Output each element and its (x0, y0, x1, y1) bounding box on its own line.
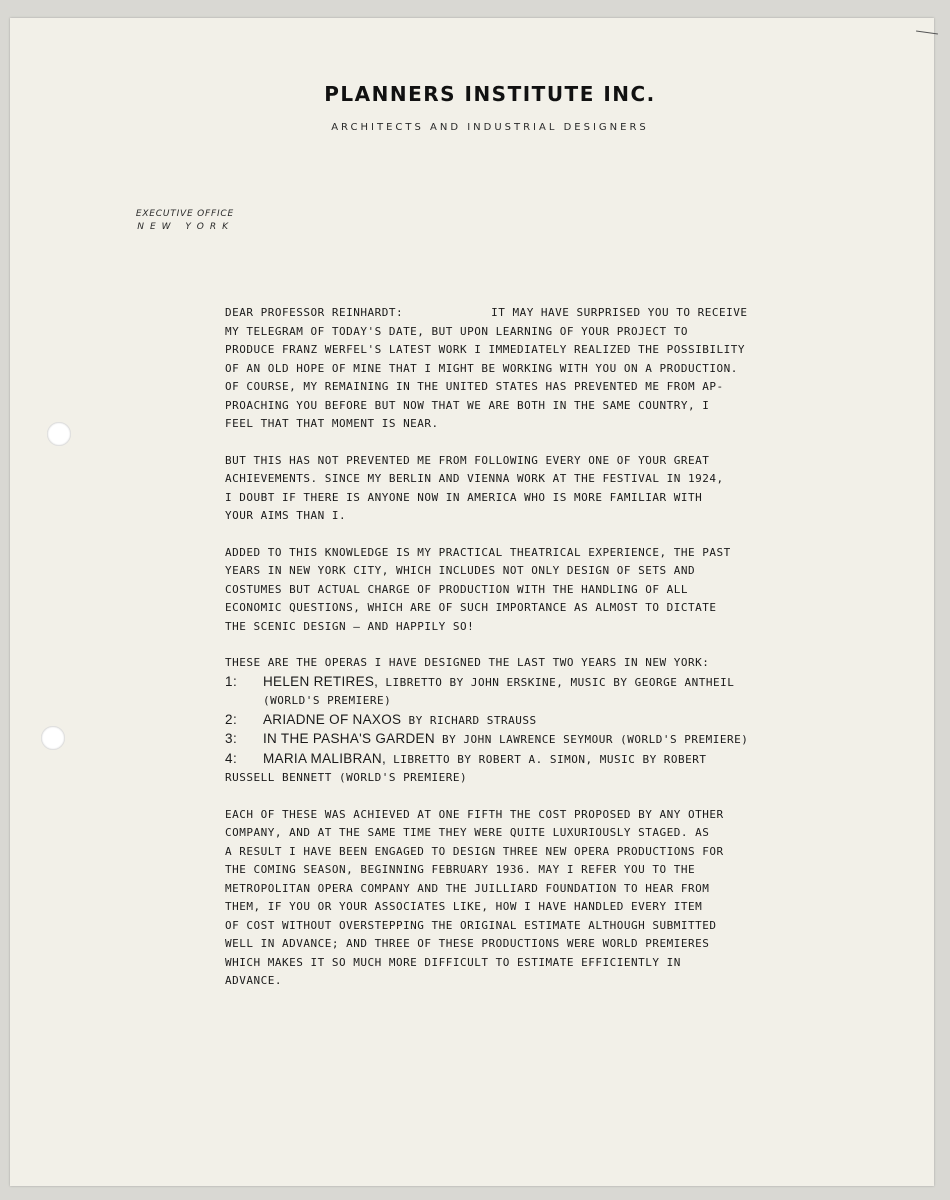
punch-hole-top (47, 422, 71, 446)
office-line-1: EXECUTIVE OFFICE (135, 209, 234, 219)
list-item-number: 1: (225, 673, 238, 689)
paragraph-line: YOUR AIMS THAN I. (225, 509, 347, 522)
list-item (225, 730, 915, 750)
page-edge-mark (916, 30, 938, 34)
letterhead-tagline: ARCHITECTS AND INDUSTRIAL DESIGNERS (331, 122, 649, 133)
paragraph-line: FEEL THAT THAT MOMENT IS NEAR. (225, 417, 439, 430)
opera-list-intro: THESE ARE THE OPERAS I HAVE DESIGNED THE LAST TWO YEARS IN NEW YORK: (225, 656, 710, 669)
paragraph-line: WHICH MAKES IT SO MUCH MORE DIFFICULT TO ESTIMATE EFFICIENTLY IN (225, 955, 681, 969)
punch-hole-bottom (41, 726, 65, 750)
letter-body (225, 304, 915, 1009)
list-item (225, 750, 915, 770)
list-item-number: 2: (225, 711, 238, 727)
paragraph-line: OF COST WITHOUT OVERSTEPPING THE ORIGINAL ESTIMATE ALTHOUGH SUBMITTED (225, 918, 717, 932)
list-item-number: 3: (225, 731, 238, 746)
greeting: DEAR PROFESSOR REINHARDT: (225, 306, 404, 319)
paragraph-line: OF AN OLD HOPE OF MINE THAT I MIGHT BE WORKING WITH YOU ON A PRODUCTION. (225, 361, 738, 375)
paragraph-line: A RESULT I HAVE BEEN ENGAGED TO DESIGN THREE NEW OPERA PRODUCTIONS FOR (225, 844, 724, 858)
paragraph-5 (225, 806, 915, 991)
opera-details: LIBRETTO BY ROBERT A. SIMON, MUSIC BY ROBERT (386, 752, 707, 766)
paragraph-line: COSTUMES BUT ACTUAL CHARGE OF PRODUCTION WITH THE HANDLING OF ALL (225, 582, 688, 596)
paragraph-line: PRODUCE FRANZ WERFEL'S LATEST WORK I IMMEDIATELY REALIZED THE POSSIBILITY (225, 343, 745, 356)
opera-details: LIBRETTO BY JOHN ERSKINE, MUSIC BY GEORGE ANTHEIL (378, 675, 735, 689)
list-item (225, 673, 915, 693)
opera-title: MARIA MALIBRAN, (263, 750, 387, 766)
opera-title: HELEN RETIRES, (263, 673, 379, 689)
office-block (114, 208, 234, 234)
letter-sheet (10, 18, 934, 1186)
paragraph-line: OF COURSE, MY REMAINING IN THE UNITED STATES HAS PREVENTED ME FROM AP- (225, 380, 724, 393)
paragraph-line: BUT THIS HAS NOT PREVENTED ME FROM FOLLOWING EVERY ONE OF YOUR GREAT (225, 453, 710, 467)
letterhead-company-name: PLANNERS INSTITUTE INC. (324, 82, 656, 106)
paragraph-line: ACHIEVEMENTS. SINCE MY BERLIN AND VIENNA WORK AT THE FESTIVAL IN 1924, (225, 472, 724, 485)
list-item-continuation: RUSSELL BENNETT (WORLD'S PREMIERE) (225, 771, 468, 784)
opera-title: IN THE PASHA'S GARDEN (263, 731, 435, 746)
paragraph-line: ADDED TO THIS KNOWLEDGE IS MY PRACTICAL THEATRICAL EXPERIENCE, THE PAST (225, 545, 731, 559)
paragraph-2 (225, 452, 915, 526)
paragraph-1 (225, 304, 915, 434)
opera-details-continued: (WORLD'S PREMIERE) (263, 694, 392, 707)
paragraph-line: PROACHING YOU BEFORE BUT NOW THAT WE ARE BOTH IN THE SAME COUNTRY, I (225, 398, 710, 412)
paragraph-line: COMPANY, AND AT THE SAME TIME THEY WERE QUITE LUXURIOUSLY STAGED. AS (225, 826, 710, 839)
paragraph-line: I DOUBT IF THERE IS ANYONE NOW IN AMERICA WHO IS MORE FAMILIAR WITH (225, 490, 703, 504)
paragraph-line: WELL IN ADVANCE; AND THREE OF THESE PRODUCTIONS WERE WORLD PREMIERES (225, 937, 710, 950)
opera-title: ARIADNE OF NAXOS (263, 711, 402, 727)
list-item-number: 4: (225, 750, 238, 766)
paragraph-line-text: IT MAY HAVE SURPRISED YOU TO RECEIVE (491, 306, 748, 319)
paragraph-line (225, 304, 915, 323)
paragraph-line: EACH OF THESE WAS ACHIEVED AT ONE FIFTH THE COST PROPOSED BY ANY OTHER (225, 807, 724, 821)
list-item (225, 711, 915, 731)
paragraph-line: ECONOMIC QUESTIONS, WHICH ARE OF SUCH IMPORTANCE AS ALMOST TO DICTATE (225, 601, 717, 614)
list-item-continuation (225, 692, 915, 711)
paragraph-line: YEARS IN NEW YORK CITY, WHICH INCLUDES NOT ONLY DESIGN OF SETS AND (225, 564, 696, 577)
paragraph-line: ADVANCE. (225, 974, 282, 987)
paragraph-line: THE COMING SEASON, BEGINNING FEBRUARY 1936. MAY I REFER YOU TO THE (225, 863, 696, 876)
office-line-2: NEW YORK (137, 222, 234, 232)
paragraph-line: METROPOLITAN OPERA COMPANY AND THE JUILLIARD FOUNDATION TO HEAR FROM (225, 881, 710, 895)
paragraph-line: MY TELEGRAM OF TODAY'S DATE, BUT UPON LEARNING OF YOUR PROJECT TO (225, 324, 688, 338)
opera-details: BY RICHARD STRAUSS (401, 713, 537, 727)
opera-list (225, 654, 915, 788)
opera-details: BY JOHN LAWRENCE SEYMOUR (WORLD'S PREMIERE) (434, 733, 749, 746)
paragraph-line: THEM, IF YOU OR YOUR ASSOCIATES LIKE, HOW I HAVE HANDLED EVERY ITEM (225, 900, 703, 913)
paragraph-3 (225, 544, 915, 637)
paragraph-line: THE SCENIC DESIGN — AND HAPPILY SO! (225, 619, 475, 633)
